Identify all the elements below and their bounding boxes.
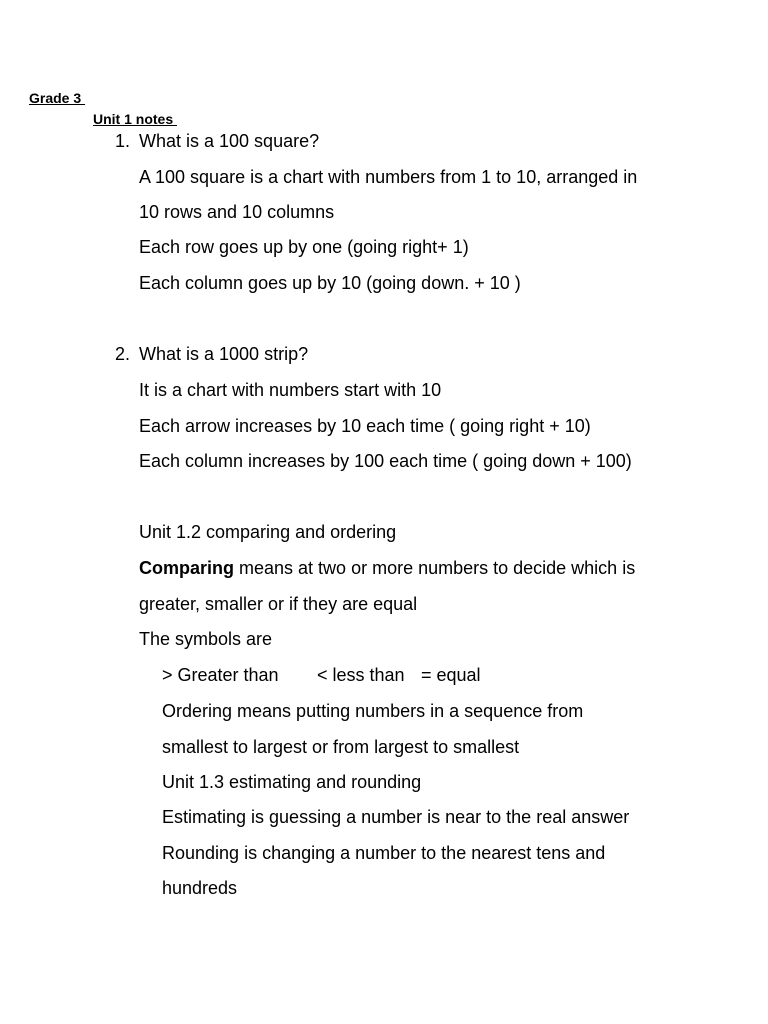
section1-line-1: A 100 square is a chart with numbers from 1 to 10, arranged in (139, 167, 638, 187)
section1-line-2: 10 rows and 10 columns (139, 202, 335, 222)
estimating-line: Estimating is guessing a number is near to the real answer (162, 807, 630, 827)
unit13-title: Unit 1.3 estimating and rounding (162, 772, 422, 792)
unit-notes-heading: Unit 1 notes (93, 111, 178, 127)
comparing-line-2: greater, smaller or if they are equal (139, 594, 418, 614)
symbols-intro: The symbols are (139, 629, 273, 649)
rounding-line-1: Rounding is changing a number to the nearest tens and (162, 843, 606, 863)
comparing-term: Comparing (139, 558, 235, 578)
section2-line-3: Each column increases by 100 each time ( going down + 100) (139, 451, 632, 471)
comparing-definition: means at two or more numbers to decide which is (234, 558, 636, 578)
ordering-line-2: smallest to largest or from largest to smallest (162, 737, 520, 757)
section2-line-1: It is a chart with numbers start with 10 (139, 380, 442, 400)
question-2: What is a 1000 strip? (139, 344, 309, 364)
symbol-less: < less than (317, 665, 405, 685)
section1-line-3: Each row goes up by one (going right+ 1) (139, 237, 469, 257)
section2-line-2: Each arrow increases by 10 each time ( going right + 10) (139, 416, 591, 436)
list-number-2: 2. (114, 344, 130, 364)
list-number-1: 1. (114, 131, 130, 151)
unit12-title: Unit 1.2 comparing and ordering (139, 522, 397, 542)
symbol-equal: = equal (421, 665, 481, 685)
grade-heading: Grade 3 (29, 90, 86, 106)
section1-line-4: Each column goes up by 10 (going down. + 10 ) (139, 273, 521, 293)
comparing-line-1 (139, 557, 635, 579)
question-1: What is a 100 square? (139, 131, 320, 151)
ordering-line-1: Ordering means putting numbers in a sequence from (162, 701, 584, 721)
rounding-line-2: hundreds (162, 878, 238, 898)
symbol-greater: > Greater than (162, 665, 279, 685)
